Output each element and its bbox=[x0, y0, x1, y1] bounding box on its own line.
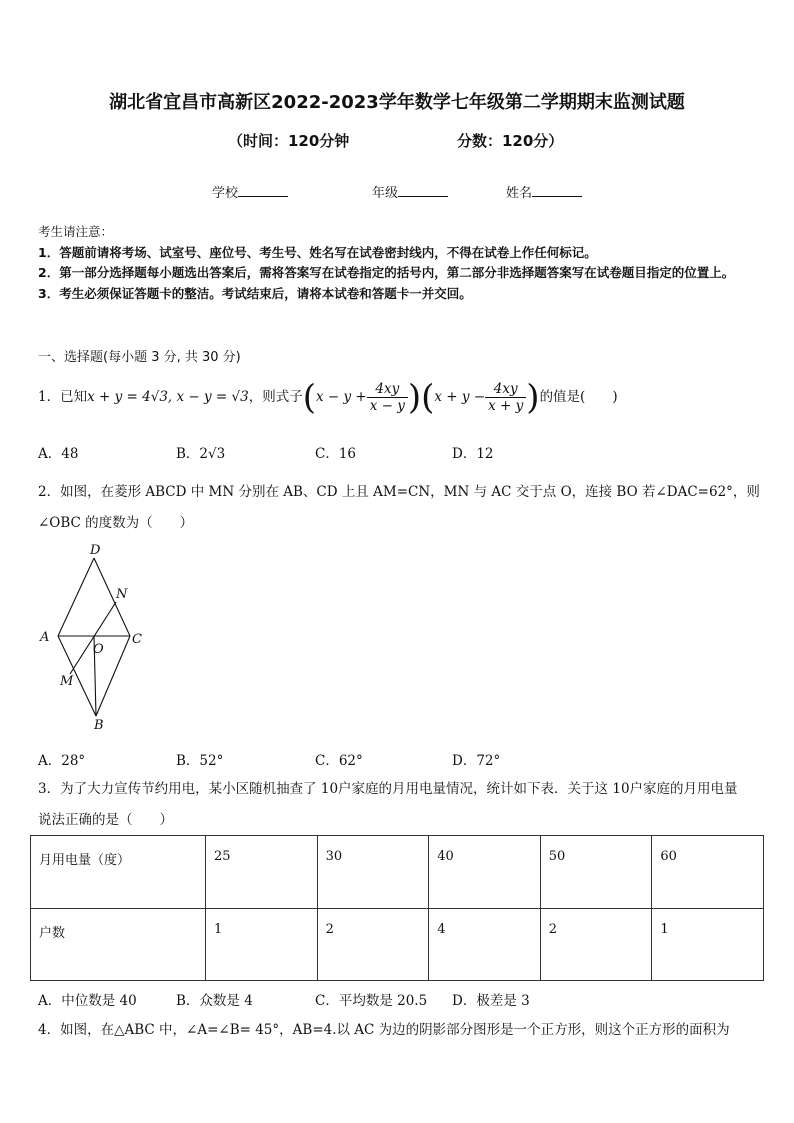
school-label: 学校 bbox=[212, 186, 239, 201]
q1-condition: x + y = 4√3, x − y = √3 bbox=[87, 389, 249, 405]
q1-option-b: B．2√3 bbox=[176, 446, 226, 462]
question-3-line-1: 3．为了大力宣传节约用电，某小区随机抽查了 10户家庭的月用电量情况，统计如下表．关于这 10户家庭的月用电量 bbox=[38, 781, 738, 797]
section-heading: 一、选择题(每小题 3 分, 共 30 分) bbox=[38, 350, 241, 365]
q3-option-a: A．中位数是 40 bbox=[38, 993, 137, 1009]
note-1: 1．答题前请将考场、试室号、座位号、考生号、姓名写在试卷密封线内，不得在试卷上作任何标记。 bbox=[38, 244, 597, 260]
notes-heading: 考生请注意： bbox=[38, 224, 114, 239]
label-o: O bbox=[93, 642, 104, 657]
q1-option-c: C．16 bbox=[315, 446, 357, 462]
notes-block bbox=[38, 222, 763, 304]
table-cell: 60 bbox=[652, 836, 764, 909]
label-n: N bbox=[116, 587, 128, 602]
note-3: 3．考生必须保证答题卡的整洁。考试结束后，请将本试卷和答题卡一并交回。 bbox=[38, 285, 472, 301]
table-cell: 2 bbox=[317, 908, 429, 981]
q1-suffix: 的值是( ) bbox=[539, 389, 618, 405]
table-cell: 1 bbox=[206, 908, 318, 981]
exam-score: 分数：120分） bbox=[457, 132, 564, 150]
q2-option-b: B．52° bbox=[176, 753, 224, 769]
exam-time: （时间：120分钟 bbox=[228, 132, 350, 150]
grade-label: 年级 bbox=[372, 186, 399, 201]
question-2: 2．如图，在菱形 ABCD 中 MN 分别在 AB、CD 上且 AM=CN，MN 与 AC 交于点 O，连接 BO 若∠DAC=62°，则∠OBC 的度数为（ ） bbox=[38, 484, 760, 531]
q1-option-d: D．12 bbox=[452, 446, 494, 462]
table-cell: 2 bbox=[540, 908, 652, 981]
table-cell: 30 bbox=[317, 836, 429, 909]
table-cell: 户数 bbox=[31, 908, 206, 981]
label-b: B bbox=[94, 718, 104, 733]
name-field bbox=[506, 182, 582, 201]
q2-option-c: C．62° bbox=[315, 753, 363, 769]
page-title: 湖北省宜昌市高新区2022-2023学年数学七年级第二学期期末监测试题 bbox=[109, 92, 685, 113]
q1-prefix: 1．已知 bbox=[38, 389, 88, 405]
label-d: D bbox=[90, 543, 101, 558]
question-4: 4．如图，在△ABC 中，∠A=∠B= 45°，AB=4.以 AC 为边的阴影部分图形是一个正方形，则这个正方形的面积为 bbox=[38, 1022, 730, 1038]
table-row bbox=[31, 908, 764, 981]
q1-fraction-1: $\frac{4xy}{x - y}$ bbox=[367, 381, 408, 414]
table-cell: 月用电量（度） bbox=[31, 836, 206, 909]
q3-option-b: B．众数是 4 bbox=[176, 993, 253, 1009]
label-a: A bbox=[40, 630, 50, 645]
q2-option-d: D．72° bbox=[452, 753, 501, 769]
electricity-table bbox=[30, 835, 764, 981]
question-1: 1．已知x + y = 4√3, x − y = √3，则式子(x − y + $\frac{4xy}{x - y}$ )(x + y − $\frac{4xy}{x + y}$ )的值是( ) bbox=[38, 377, 618, 418]
edge-da bbox=[58, 558, 94, 636]
table-cell: 1 bbox=[652, 908, 764, 981]
q3-option-c: C．平均数是 20.5 bbox=[315, 993, 428, 1009]
q3-option-d: D．极差是 3 bbox=[452, 993, 530, 1009]
table-cell: 50 bbox=[540, 836, 652, 909]
label-m: M bbox=[60, 674, 74, 689]
school-blank bbox=[238, 184, 288, 197]
rhombus-figure bbox=[30, 540, 160, 735]
q2-option-a: A．28° bbox=[38, 753, 86, 769]
name-blank bbox=[532, 184, 582, 197]
q1-mid: ，则式子 bbox=[248, 389, 303, 405]
segment-mn bbox=[70, 602, 116, 674]
question-3-line-2: 说法正确的是（ ） bbox=[38, 812, 173, 828]
school-field bbox=[212, 182, 288, 201]
name-label: 姓名 bbox=[506, 186, 533, 201]
label-c: C bbox=[132, 632, 142, 647]
table-cell: 40 bbox=[429, 836, 541, 909]
q1-fraction-2: $\frac{4xy}{x + y}$ bbox=[485, 381, 526, 414]
q1-option-a: A．48 bbox=[38, 446, 79, 462]
table-cell: 4 bbox=[429, 908, 541, 981]
table-row bbox=[31, 836, 764, 909]
table-cell: 25 bbox=[206, 836, 318, 909]
grade-field bbox=[372, 182, 448, 201]
note-2: 2．第一部分选择题每小题选出答案后，需将答案写在试卷指定的括号内，第二部分非选择题答案写在试卷题目指定的位置上。 bbox=[38, 265, 735, 280]
grade-blank bbox=[398, 184, 448, 197]
